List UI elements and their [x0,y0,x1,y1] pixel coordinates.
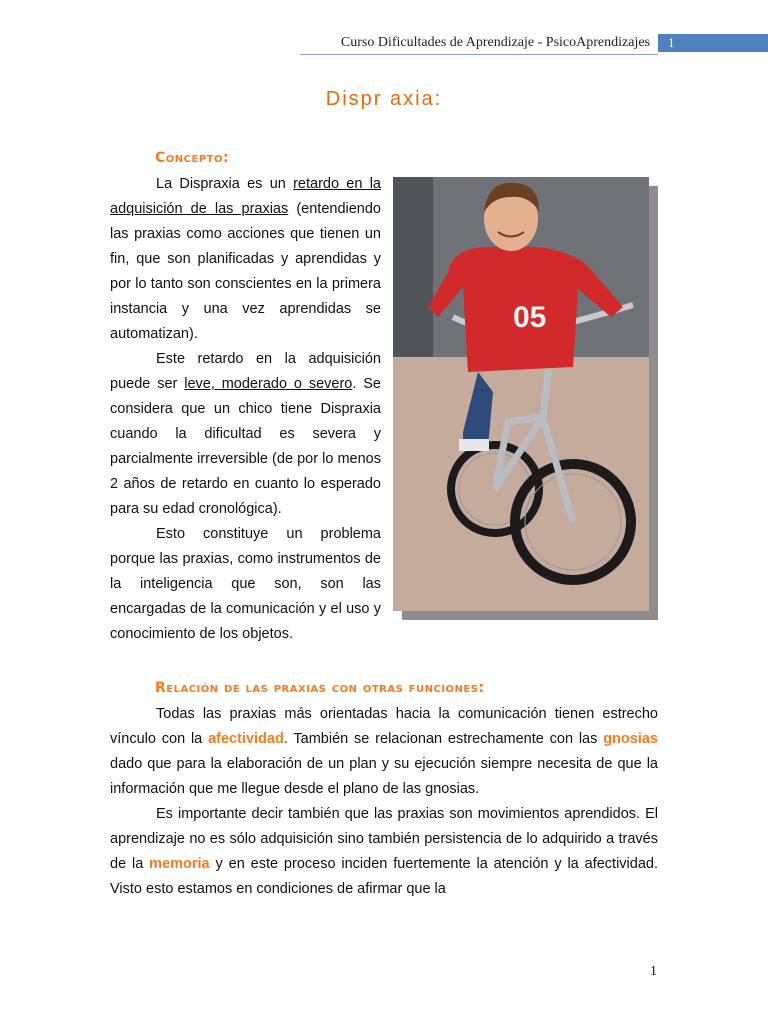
section-heading-relacion: Relación de las praxias con otras funciones: [155,680,485,696]
header-divider [300,54,658,55]
paragraph [110,702,658,802]
highlighted-term: afectividad [208,731,284,747]
photo-illustration [393,177,649,611]
highlighted-term: gnosias [603,731,658,747]
underlined-text: retardo en la adquisición de las praxias [110,176,381,217]
text-span: dado que para la elaboración de un plan y su ejecución siempre necesita de que la información que me llegue desde el plano de las gnosias. [110,756,658,797]
underlined-text: leve, moderado o severo [184,376,353,392]
section-relacion-body [110,702,658,902]
boy-on-bicycle-photo [393,177,649,611]
text-span: . Se considera que un chico tiene Dispraxia cuando la dificultad es severa y parcialmente irreversible (de por lo menos 2 años de retardo en cuanto lo esperado para su edad cronológica). [110,376,381,517]
paragraph [110,347,381,522]
text-span: (entendiendo las praxias como acciones que tienen un fin, que son planificadas y aprendidas y por lo tanto son conscientes en la primera instancia y una vez aprendidas se automatizan). [110,201,382,342]
paragraph [110,802,658,902]
jersey-number: 05 [513,301,547,334]
footer-page-number: 1 [650,964,657,979]
sneaker [459,439,489,451]
paragraph [110,172,381,347]
page-header [0,30,768,60]
paragraph: Esto constituye un problema porque las praxias, como instrumentos de la inteligencia que son, son las encargadas de la comunicación y el uso y conocimiento de los objetos. [110,526,381,642]
background-tree [393,177,433,377]
header-page-number: 1 [658,34,768,52]
text-span: Es importante decir también que las praxias son movimientos aprendidos. El aprendizaje no es sólo adquisición sino también persistencia de lo adquirido a través de la [110,806,658,872]
section-concepto-body [110,172,381,647]
section-heading-concepto: Concepto: [155,150,230,166]
header-title: Curso Dificultades de Aprendizaje - PsicoAprendizajes [340,35,650,50]
text-span: La Dispraxia es un [156,176,294,192]
text-span: Este retardo en la adquisición puede ser [110,351,381,392]
page-title: Dispr axia: [325,88,443,110]
text-span: y en este proceso inciden fuertemente la atención y la afectividad. Visto esto estamos en condiciones de afirmar que la [110,856,658,897]
highlighted-term: memoria [149,856,210,872]
text-span: . También se relacionan estrechamente con las [283,731,604,747]
text-span: Todas las praxias más orientadas hacia la comunicación tienen estrecho vínculo con la [110,706,658,747]
